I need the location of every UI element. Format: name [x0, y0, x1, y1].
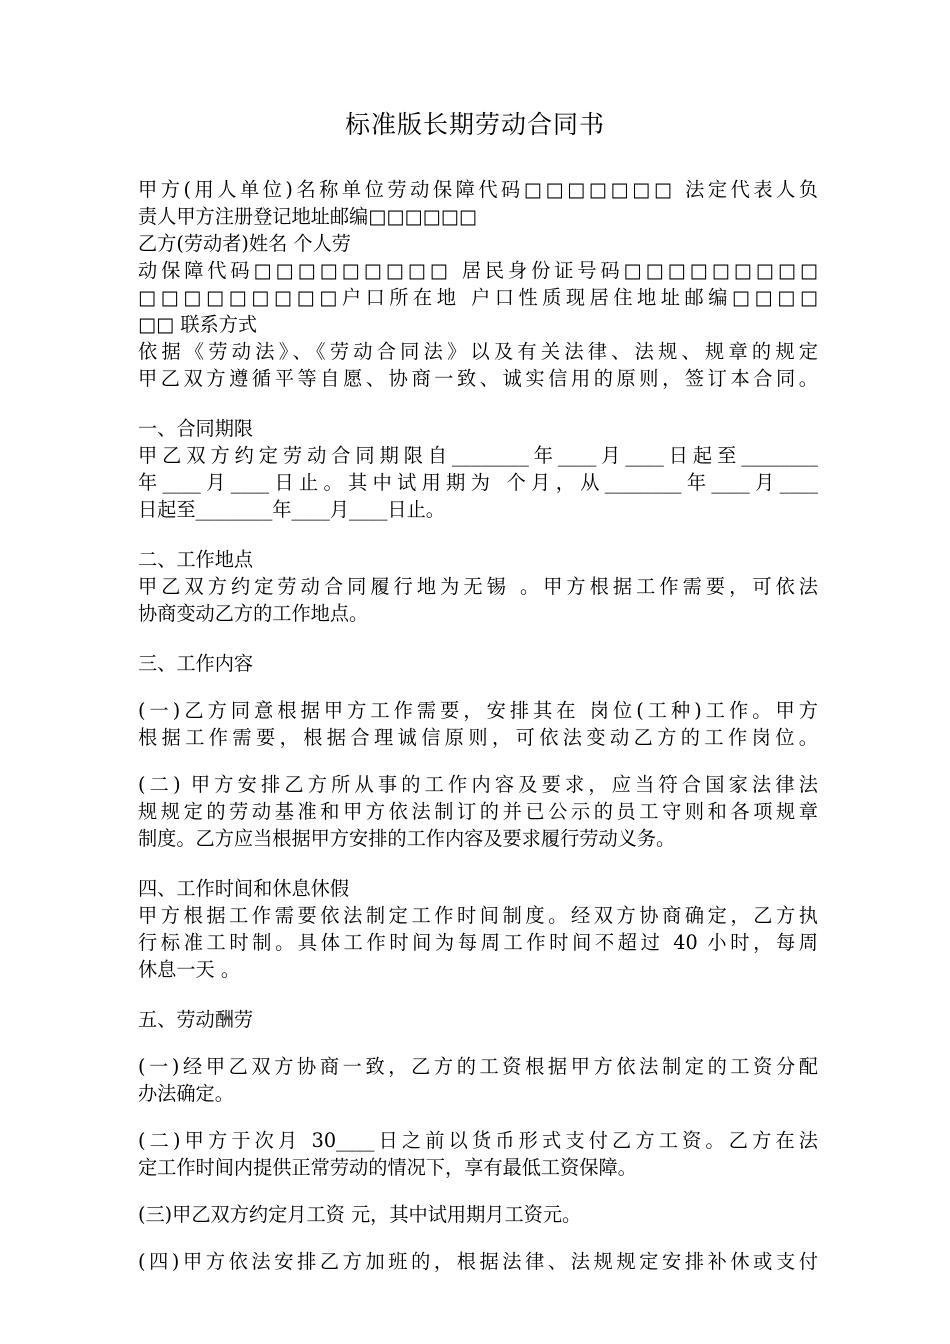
text-line: 办法确定。	[138, 1082, 234, 1105]
text-line: 协商变动乙方的工作地点。	[138, 602, 369, 625]
text-line: 日起至________年____月____日止。	[138, 498, 445, 521]
section-work-hours	[138, 875, 818, 983]
party-info-section	[138, 176, 818, 392]
section-heading: 二、工作地点	[138, 548, 254, 571]
text-line: 甲乙双方遵循平等自愿、协商一致、诚实信用的原则，签订本合同。	[138, 367, 818, 390]
text-line: (四)甲方依法安排乙方加班的，根据法律、法规规定安排补休或支付	[138, 1250, 818, 1273]
document-title: 标准版长期劳动合同书	[344, 110, 605, 139]
text-line: 规规定的劳动基准和甲方依法制订的并已公示的员工守则和各项规章	[138, 800, 818, 823]
section-heading: 四、工作时间和休息休假	[138, 877, 350, 900]
text-line: (三)甲乙双方约定月工资 元，其中试用期月工资元。	[138, 1203, 582, 1226]
section-work-location	[138, 546, 818, 627]
text-line: 甲方根据工作需要依法制定工作时间制度。经双方协商确定，乙方执	[138, 904, 818, 927]
section-heading: 五、劳动酬劳	[138, 1008, 254, 1031]
document-body	[138, 176, 818, 1275]
text-line: □□ 联系方式	[138, 313, 258, 336]
text-line: 年____月____日止。其中试用期为 个月，从________年____月____	[138, 471, 818, 494]
section-heading: 三、工作内容	[138, 652, 254, 675]
text-line: 责人甲方注册登记地址邮编□□□□□□	[138, 205, 478, 228]
text-line: (二) 甲方安排乙方所从事的工作内容及要求，应当符合国家法律法	[138, 773, 818, 796]
section-work-content	[138, 650, 818, 852]
section-contract-term	[138, 415, 818, 523]
text-line: 动保障代码□□□□□□□□□ 居民身份证号码□□□□□□□□□	[138, 259, 818, 282]
section-remuneration	[138, 1006, 818, 1275]
text-line: 根据工作需要，根据合理诚信原则，可依法变动乙方的工作岗位。	[138, 726, 818, 749]
text-line: □□□□□□□□□户口所在地 户口性质现居住地址邮编□□□□	[138, 286, 818, 309]
text-line: 休息一天 。	[138, 958, 241, 981]
text-line: 定工作时间内提供正常劳动的情况下，享有最低工资保障。	[138, 1156, 637, 1179]
text-line: 甲乙双方约定劳动合同期限自________年____月____日起至________	[138, 444, 818, 467]
text-line: 制度。乙方应当根据甲方安排的工作内容及要求履行劳动义务。	[138, 827, 676, 850]
text-line: 甲乙双方约定劳动合同履行地为无锡 。甲方根据工作需要，可依法	[138, 575, 818, 598]
section-heading: 一、合同期限	[138, 417, 254, 440]
text-line: (一)经甲乙双方协商一致，乙方的工资根据甲方依法制定的工资分配	[138, 1055, 818, 1078]
text-line: (一)乙方同意根据甲方工作需要，安排其在 岗位(工种)工作。甲方	[138, 699, 818, 722]
text-line: (二)甲方于次月 30____日之前以货币形式支付乙方工资。乙方在法	[138, 1129, 818, 1152]
text-line: 依据《劳动法》、《劳动合同法》以及有关法律、法规、规章的规定	[138, 340, 818, 363]
text-line: 行标准工时制。具体工作时间为每周工作时间不超过 40 小时，每周	[138, 931, 818, 954]
text-line: 乙方(劳动者)姓名 个人劳	[138, 232, 351, 255]
text-line: 甲方(用人单位)名称单位劳动保障代码□□□□□□□ 法定代表人负	[138, 178, 818, 201]
